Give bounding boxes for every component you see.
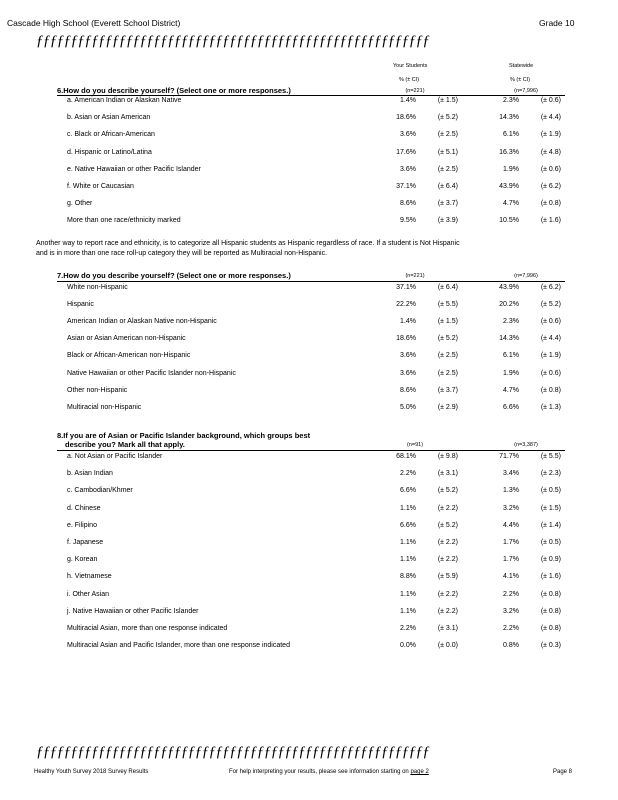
row-state-ci: (± 0.6) xyxy=(540,318,561,326)
row-state-pct: 14.3% xyxy=(499,335,519,343)
row-your-pct: 18.6% xyxy=(396,114,416,122)
row-your-pct: 6.6% xyxy=(400,521,416,529)
q8-title-line-2: describe you? Mark all that apply. xyxy=(65,440,185,449)
row-label: American Indian or Alaskan Native non-Hispanic xyxy=(67,318,217,326)
row-your-ci: (± 2.5) xyxy=(437,352,458,360)
table-row xyxy=(0,114,618,125)
table-row xyxy=(0,387,618,398)
row-your-ci: (± 2.2) xyxy=(437,607,458,615)
table-row xyxy=(0,217,618,228)
row-label: c. Black or African-American xyxy=(67,131,155,139)
row-your-pct: 9.5% xyxy=(400,217,416,225)
row-state-ci: (± 0.8) xyxy=(540,590,561,598)
row-label: a. American Indian or Alaskan Native xyxy=(67,97,182,104)
row-state-pct: 1.9% xyxy=(503,165,519,173)
row-your-ci: (± 2.5) xyxy=(437,165,458,173)
row-label: a. Not Asian or Pacific Islander xyxy=(67,453,163,460)
row-label: Other non-Hispanic xyxy=(67,386,128,394)
table-row xyxy=(0,573,618,584)
bottom-separator: ƒƒƒƒƒƒƒƒƒƒƒƒƒƒƒƒƒƒƒƒƒƒƒƒƒƒƒƒƒƒƒƒƒƒƒƒƒƒƒƒƒƒƒƒƒƒƒƒƒƒƒƒƒƒƒƒƒ xyxy=(36,744,430,760)
row-your-pct: 1.1% xyxy=(400,556,416,564)
table-row xyxy=(0,149,618,160)
row-state-pct: 4.7% xyxy=(503,200,519,208)
row-state-ci: (± 0.6) xyxy=(540,165,561,173)
row-state-pct: 43.9% xyxy=(499,284,519,291)
row-label: g. Other xyxy=(67,200,93,208)
row-label: d. Hispanic or Latino/Latina xyxy=(67,148,152,156)
footer-help-text xyxy=(229,769,429,775)
table-row xyxy=(0,183,618,194)
row-state-ci: (± 2.3) xyxy=(540,470,561,478)
row-state-ci: (± 0.3) xyxy=(540,642,561,650)
table-row xyxy=(0,556,618,567)
row-your-pct: 68.1% xyxy=(396,453,416,460)
row-state-ci: (± 0.9) xyxy=(540,556,561,564)
table-row xyxy=(0,97,618,108)
table-row xyxy=(0,591,618,602)
q8-rule xyxy=(57,450,565,451)
footer-page-number: Page 8 xyxy=(553,769,573,775)
row-label: Multiracial Asian, more than one response indicated xyxy=(67,625,228,632)
row-your-ci: (± 5.2) xyxy=(437,114,458,122)
row-state-ci: (± 1.9) xyxy=(540,131,561,139)
q8-n-state: (n=3,387) xyxy=(514,442,538,448)
row-state-ci: (± 1.3) xyxy=(540,403,561,411)
row-state-ci: (± 4.4) xyxy=(540,335,561,343)
row-your-pct: 1.4% xyxy=(400,97,416,104)
row-state-pct: 10.5% xyxy=(499,217,519,225)
row-state-ci: (± 0.6) xyxy=(540,369,561,377)
table-row xyxy=(0,318,618,329)
row-state-pct: 2.2% xyxy=(503,590,519,598)
row-state-pct: 6.1% xyxy=(503,131,519,139)
row-state-ci: (± 6.2) xyxy=(540,183,561,190)
q7-n-yours: (n=221) xyxy=(405,273,425,279)
row-state-ci: (± 5.5) xyxy=(540,453,561,460)
col-statewide: Statewide xyxy=(509,63,534,69)
row-state-ci: (± 4.8) xyxy=(540,148,561,156)
row-label: Multiracial non-Hispanic xyxy=(67,403,142,411)
row-your-ci: (± 5.2) xyxy=(437,335,458,343)
row-state-ci: (± 1.6) xyxy=(540,217,561,225)
row-your-ci: (± 3.1) xyxy=(437,625,458,632)
row-state-ci: (± 0.6) xyxy=(540,97,561,104)
q6-title: 6.How do you describe yourself? (Select one or more responses.) xyxy=(57,86,291,95)
row-your-ci: (± 6.4) xyxy=(437,284,458,291)
note-line-2: and is in more than one race roll-up category they will be reported as Multiracial non-Hispanic. xyxy=(36,250,328,257)
row-state-pct: 2.2% xyxy=(503,625,519,632)
q6-pct-header-1: % (± CI) xyxy=(399,77,420,83)
table-row xyxy=(0,505,618,516)
row-label: i. Other Asian xyxy=(67,590,110,598)
row-your-pct: 17.6% xyxy=(396,148,416,156)
row-state-ci: (± 6.2) xyxy=(540,284,561,291)
row-your-pct: 3.6% xyxy=(400,131,416,139)
q7-n-state: (n=7,996) xyxy=(514,273,538,279)
note-line-1: Another way to report race and ethnicity, is to categorize all Hispanic students as Hispanic regardless of race. If a student is Not Hispanic xyxy=(36,240,460,247)
row-label: Black or African-American non-Hispanic xyxy=(67,352,191,360)
row-your-pct: 2.2% xyxy=(400,470,416,478)
q8-title-line-1: 8.If you are of Asian or Pacific Islander background, which groups best xyxy=(57,431,311,440)
row-state-pct: 1.3% xyxy=(503,487,519,495)
row-state-pct: 3.2% xyxy=(503,607,519,615)
row-label: b. Asian or Asian American xyxy=(67,114,151,122)
row-state-pct: 6.1% xyxy=(503,352,519,360)
row-state-ci: (± 1.4) xyxy=(540,521,561,529)
row-state-pct: 1.7% xyxy=(503,556,519,564)
row-state-pct: 1.9% xyxy=(503,369,519,377)
table-row xyxy=(0,166,618,177)
row-state-pct: 3.4% xyxy=(503,470,519,478)
row-state-ci: (± 5.2) xyxy=(540,301,561,309)
row-your-ci: (± 1.5) xyxy=(437,318,458,326)
row-your-pct: 37.1% xyxy=(396,183,416,190)
row-label: Hispanic xyxy=(67,301,94,309)
row-state-ci: (± 0.8) xyxy=(540,625,561,632)
row-state-pct: 6.6% xyxy=(503,403,519,411)
row-your-ci: (± 2.2) xyxy=(437,539,458,546)
row-label: More than one race/ethnicity marked xyxy=(67,217,181,225)
row-your-pct: 18.6% xyxy=(396,335,416,343)
row-state-pct: 43.9% xyxy=(499,183,519,190)
row-label: b. Asian Indian xyxy=(67,470,113,478)
row-your-pct: 6.6% xyxy=(400,487,416,495)
table-row xyxy=(0,335,618,346)
footer-page-link[interactable]: page 2 xyxy=(410,769,429,775)
col-your-students: Your Students xyxy=(393,63,428,69)
row-your-pct: 8.6% xyxy=(400,386,416,394)
row-label: f. Japanese xyxy=(67,539,104,546)
row-your-pct: 3.6% xyxy=(400,352,416,360)
row-state-ci: (± 0.5) xyxy=(540,539,561,546)
table-row xyxy=(0,453,618,464)
table-row xyxy=(0,539,618,550)
table-row xyxy=(0,404,618,415)
row-your-pct: 1.1% xyxy=(400,539,416,546)
q7-rule xyxy=(57,281,565,282)
row-state-pct: 4.4% xyxy=(503,521,519,529)
q6-n-state: (n=7,996) xyxy=(514,88,538,94)
row-state-ci: (± 1.6) xyxy=(540,573,561,581)
row-your-pct: 2.2% xyxy=(400,625,416,632)
row-state-pct: 4.1% xyxy=(503,573,519,581)
row-label: Multiracial Asian and Pacific Islander, more than one response indicated xyxy=(67,642,290,650)
table-row xyxy=(0,284,618,295)
q7-title: 7.How do you describe yourself? (Select one or more responses.) xyxy=(57,271,291,280)
row-label: d. Chinese xyxy=(67,504,101,512)
row-state-pct: 1.7% xyxy=(503,539,519,546)
row-your-ci: (± 5.1) xyxy=(437,148,458,156)
row-your-pct: 37.1% xyxy=(396,284,416,291)
school-name: Cascade High School (Everett School District) xyxy=(7,18,181,28)
row-your-ci: (± 3.1) xyxy=(437,470,458,478)
row-your-pct: 1.1% xyxy=(400,607,416,615)
row-label: f. White or Caucasian xyxy=(67,183,134,190)
row-your-pct: 5.0% xyxy=(400,403,416,411)
row-label: e. Native Hawaiian or other Pacific Islander xyxy=(67,165,201,173)
row-label: c. Cambodian/Khmer xyxy=(67,487,133,495)
row-your-ci: (± 1.5) xyxy=(437,97,458,104)
grade-label: Grade 10 xyxy=(539,18,575,28)
row-your-ci: (± 6.4) xyxy=(437,183,458,190)
footer-survey-title: Healthy Youth Survey 2018 Survey Results xyxy=(34,769,149,775)
row-your-ci: (± 9.8) xyxy=(437,453,458,460)
q6-pct-header-2: % (± CI) xyxy=(510,77,531,83)
table-row xyxy=(0,370,618,381)
row-label: White non-Hispanic xyxy=(67,284,128,291)
row-your-pct: 8.8% xyxy=(400,573,416,581)
row-your-pct: 3.6% xyxy=(400,369,416,377)
row-your-ci: (± 5.5) xyxy=(437,301,458,309)
top-separator: ƒƒƒƒƒƒƒƒƒƒƒƒƒƒƒƒƒƒƒƒƒƒƒƒƒƒƒƒƒƒƒƒƒƒƒƒƒƒƒƒƒƒƒƒƒƒƒƒƒƒƒƒƒƒƒƒƒ xyxy=(36,33,430,49)
row-your-ci: (± 2.5) xyxy=(437,131,458,139)
row-state-pct: 16.3% xyxy=(499,148,519,156)
q8-n-yours: (n=91) xyxy=(406,442,424,448)
row-state-pct: 2.3% xyxy=(503,97,519,104)
row-state-pct: 3.2% xyxy=(503,504,519,512)
row-state-pct: 20.2% xyxy=(499,301,519,309)
q6-rule xyxy=(57,95,565,96)
row-state-ci: (± 0.5) xyxy=(540,487,561,495)
q6-n-yours: (n=221) xyxy=(405,88,425,94)
row-your-ci: (± 5.2) xyxy=(437,521,458,529)
row-label: Asian or Asian American non-Hispanic xyxy=(67,335,186,343)
table-row xyxy=(0,131,618,142)
row-label: h. Vietnamese xyxy=(67,573,112,581)
row-state-ci: (± 1.9) xyxy=(540,352,561,360)
row-label: e. Filipino xyxy=(67,521,97,529)
row-your-pct: 22.2% xyxy=(396,301,416,309)
row-your-ci: (± 2.9) xyxy=(437,403,458,411)
row-your-pct: 1.4% xyxy=(400,318,416,326)
row-your-ci: (± 5.9) xyxy=(437,573,458,581)
row-state-pct: 4.7% xyxy=(503,386,519,394)
row-state-ci: (± 0.8) xyxy=(540,200,561,208)
row-state-ci: (± 4.4) xyxy=(540,114,561,122)
row-label: g. Korean xyxy=(67,556,98,564)
table-row xyxy=(0,352,618,363)
row-state-pct: 2.3% xyxy=(503,318,519,326)
row-state-ci: (± 1.5) xyxy=(540,504,561,512)
row-your-ci: (± 2.2) xyxy=(437,504,458,512)
table-row xyxy=(0,625,618,636)
table-row xyxy=(0,301,618,312)
row-your-ci: (± 5.2) xyxy=(437,487,458,495)
row-your-pct: 3.6% xyxy=(400,165,416,173)
row-state-ci: (± 0.8) xyxy=(540,386,561,394)
row-label: j. Native Hawaiian or other Pacific Islander xyxy=(67,607,199,615)
row-your-pct: 1.1% xyxy=(400,590,416,598)
row-your-ci: (± 3.7) xyxy=(437,200,458,208)
footer-help-prefix: For help interpreting your results, please see information starting on xyxy=(229,769,409,775)
row-label: Native Hawaiian or other Pacific Islander non-Hispanic xyxy=(67,369,236,377)
row-your-pct: 8.6% xyxy=(400,200,416,208)
table-row xyxy=(0,487,618,498)
row-your-ci: (± 3.9) xyxy=(437,217,458,225)
row-state-pct: 0.8% xyxy=(503,642,519,650)
table-row xyxy=(0,642,618,653)
row-state-pct: 71.7% xyxy=(499,453,519,460)
table-row xyxy=(0,522,618,533)
table-row xyxy=(0,470,618,481)
row-your-pct: 1.1% xyxy=(400,504,416,512)
row-your-ci: (± 2.2) xyxy=(437,556,458,564)
table-row xyxy=(0,608,618,619)
row-state-ci: (± 0.8) xyxy=(540,607,561,615)
row-your-ci: (± 0.0) xyxy=(437,642,458,650)
row-your-ci: (± 3.7) xyxy=(437,386,458,394)
row-your-pct: 0.0% xyxy=(400,642,416,650)
row-your-ci: (± 2.5) xyxy=(437,369,458,377)
row-your-ci: (± 2.2) xyxy=(437,590,458,598)
table-row xyxy=(0,200,618,211)
row-state-pct: 14.3% xyxy=(499,114,519,122)
